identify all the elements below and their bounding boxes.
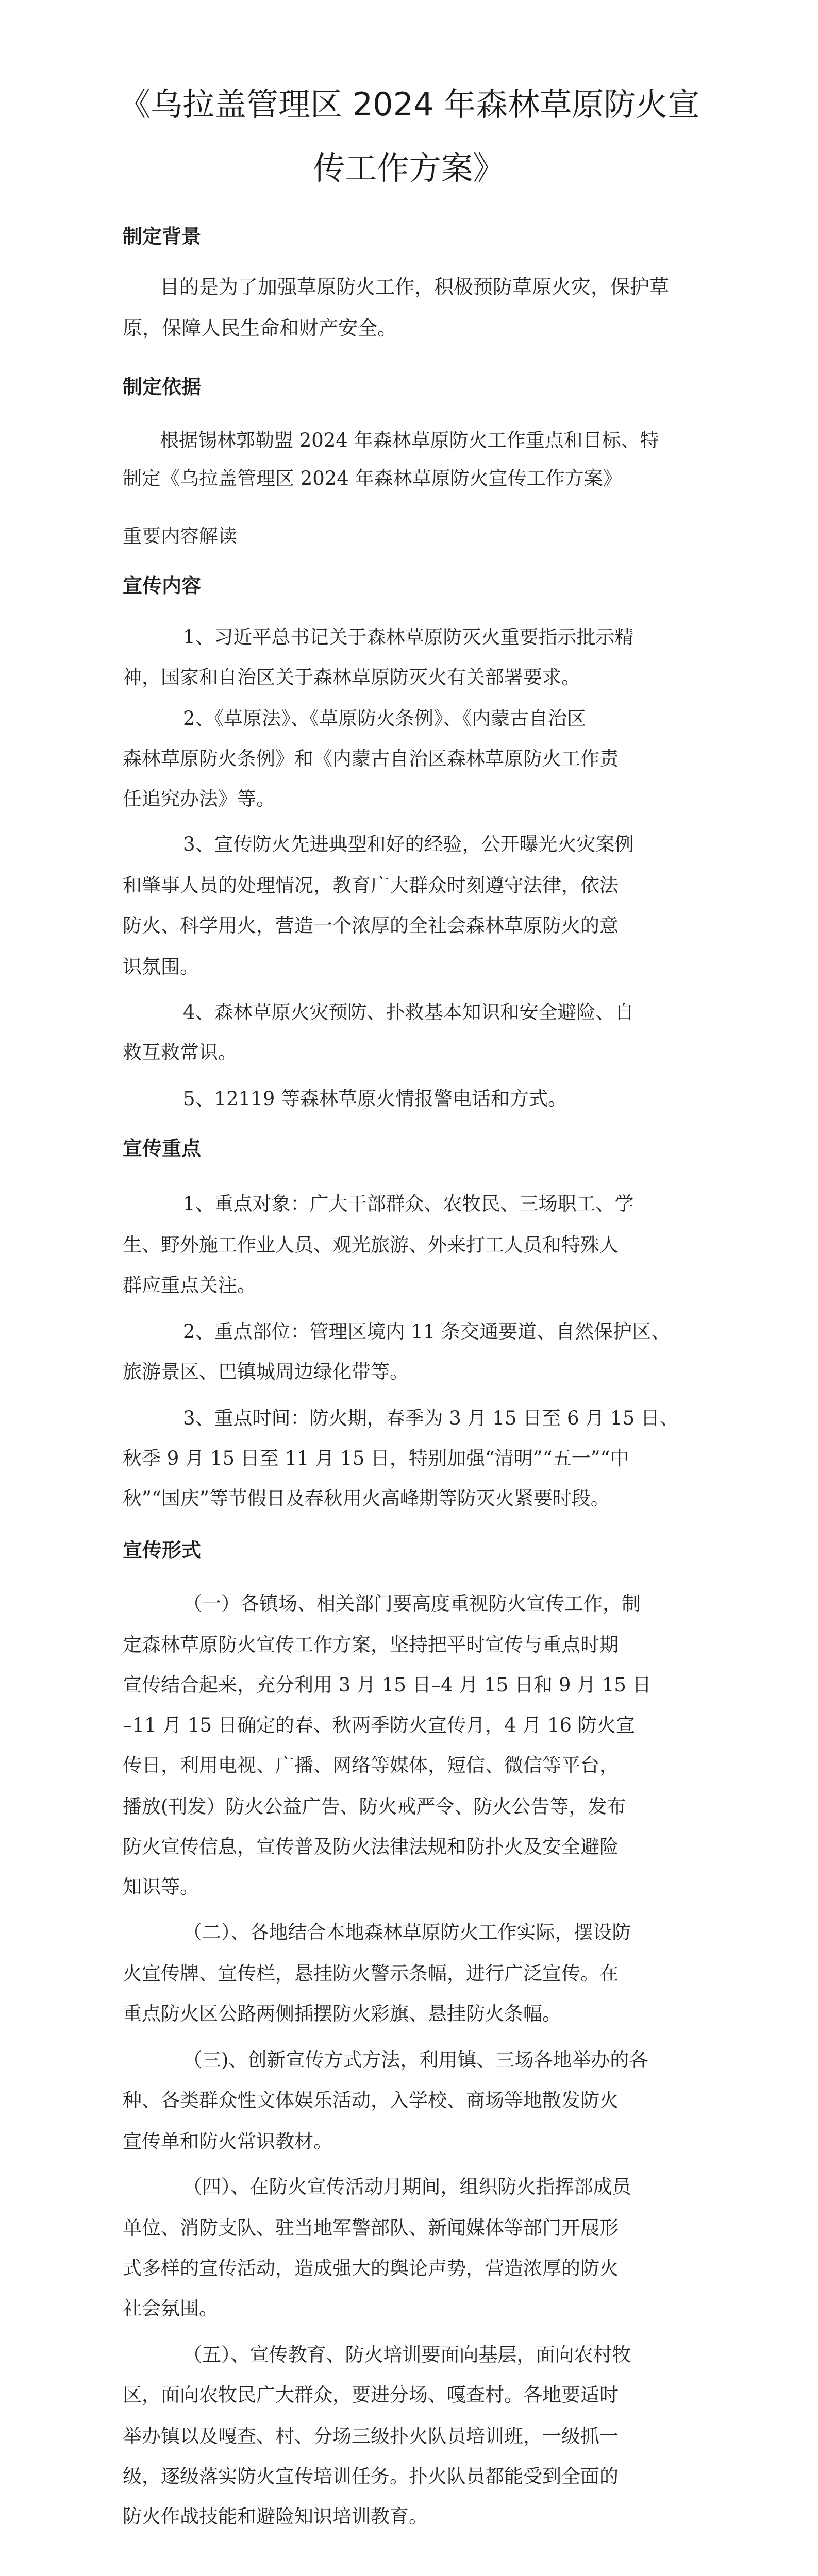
document-title-line-1: 《乌拉盖管理区 2024 年森林草原防火宣 (119, 86, 700, 123)
content-line-4: 森林草原防火条例》和《内蒙古自治区森林草原防火工作责 (123, 748, 619, 770)
forms-line-6: 播放(刊发）防火公益广告、防火戒严令、防火公告等，发布 (123, 1795, 626, 1818)
forms-line-11: 重点防火区公路两侧插摆防火彩旗、悬挂防火条幅。 (123, 2003, 561, 2025)
basis-line-1: 根据锡林郭勒盟 2024 年森林草原防火工作重点和目标、特 (160, 429, 659, 451)
forms-line-16: 单位、消防支队、驻当地军警部队、新闻媒体等部门开展形 (123, 2217, 619, 2239)
focus-line-4: 2、重点部位：管理区境内 11 条交通要道、自然保护区、 (183, 1320, 671, 1343)
section-heading-focus: 宣传重点 (123, 1137, 202, 1160)
focus-line-3: 群应重点关注。 (123, 1274, 256, 1296)
document-title-line-2: 传工作方案》 (313, 149, 505, 187)
content-line-8: 防火、科学用火，营造一个浓厚的全社会森林草原防火的意 (123, 914, 619, 937)
forms-line-17: 式多样的宣传活动，造成强大的舆论声势，营造浓厚的防火 (123, 2257, 619, 2279)
content-line-12: 5、12119 等森林草原火情报警电话和方式。 (183, 1088, 567, 1110)
forms-line-22: 级，逐级落实防火宣传培训任务。扑火队员都能受到全面的 (123, 2465, 619, 2487)
section-heading-content: 宣传内容 (123, 574, 202, 597)
forms-line-19: （五）、宣传教育、防火培训要面向基层，面向农村牧 (183, 2344, 631, 2366)
forms-line-12: （三)、创新宣传方式方法，利用镇、三场各地举办的各 (183, 2049, 648, 2071)
basis-line-2: 制定《乌拉盖管理区 2024 年森林草原防火宣传工作方案》 (123, 467, 622, 489)
content-line-11: 救互救常识。 (123, 1041, 237, 1063)
focus-line-1: 1、重点对象：广大干部群众、农牧民、三场职工、学 (183, 1193, 634, 1215)
content-line-6: 3、宣传防火先进典型和好的经验，公开曝光火灾案例 (183, 833, 634, 855)
content-line-10: 4、森林草原火灾预防、扑救基本知识和安全避险、自 (183, 1001, 634, 1023)
background-line-1: 目的是为了加强草原防火工作，积极预防草原火灾，保护草 (160, 276, 670, 298)
section-heading-background: 制定背景 (123, 225, 202, 248)
focus-line-5: 旅游景区、巴镇城周边绿化带等。 (123, 1361, 409, 1383)
forms-line-15: （四）、在防火宣传活动月期间，组织防火指挥部成员 (183, 2176, 631, 2198)
forms-line-9: （二）、各地结合本地森林草原防火工作实际，摆设防 (183, 1921, 631, 1943)
forms-line-3: 宣传结合起来，充分利用 3 月 15 日–4 月 15 日和 9 月 15 日 (123, 1674, 652, 1696)
forms-line-10: 火宣传牌、宣传栏，悬挂防火警示条幅，进行广泛宣传。在 (123, 1962, 619, 1985)
content-line-1: 1、习近平总书记关于森林草原防灭火重要指示批示精 (183, 626, 634, 648)
forms-line-5: 传日，利用电视、广播、网络等媒体，短信、微信等平台， (123, 1754, 619, 1776)
forms-line-14: 宣传单和防火常识教材。 (123, 2130, 332, 2153)
section-heading-basis: 制定依据 (123, 376, 202, 398)
section-heading-interpretation: 重要内容解读 (123, 525, 237, 547)
content-line-9: 识氛围。 (123, 956, 199, 978)
background-line-2: 原，保障人民生命和财产安全。 (123, 317, 397, 340)
focus-line-2: 生、野外施工作业人员、观光旅游、外来打工人员和特殊人 (123, 1234, 619, 1256)
section-heading-forms: 宣传形式 (123, 1539, 202, 1562)
focus-line-8: 秋”“国庆”等节假日及春秋用火高峰期等防灭火紧要时段。 (123, 1487, 610, 1510)
forms-line-2: 定森林草原防火宣传工作方案，坚持把平时宣传与重点时期 (123, 1634, 619, 1656)
forms-line-8: 知识等。 (123, 1876, 199, 1898)
content-line-3: 2、《草原法》、《草原防火条例》、《内蒙古自治区 (183, 707, 587, 730)
content-line-2: 神，国家和自治区关于森林草原防灭火有关部署要求。 (123, 666, 580, 688)
forms-line-13: 种、各类群众性文体娱乐活动，入学校、商场等地散发防火 (123, 2089, 619, 2111)
content-line-7: 和肇事人员的处理情况，教育广大群众时刻遵守法律，依法 (123, 874, 619, 896)
forms-line-20: 区，面向农牧民广大群众，要进分场、嘎查村。各地要适时 (123, 2384, 619, 2406)
forms-line-18: 社会氛围。 (123, 2297, 218, 2319)
forms-line-23: 防火作战技能和避险知识培训教育。 (123, 2505, 428, 2528)
forms-line-21: 举办镇以及嘎查、村、分场三级扑火队员培训班，一级抓一 (123, 2425, 619, 2447)
forms-line-7: 防火宣传信息，宣传普及防火法律法规和防扑火及安全避险 (123, 1836, 619, 1858)
focus-line-6: 3、重点时间：防火期，春季为 3 月 15 日至 6 月 15 日、 (183, 1407, 679, 1429)
forms-line-1: （一）各镇场、相关部门要高度重视防火宣传工作，制 (183, 1592, 641, 1615)
focus-line-7: 秋季 9 月 15 日至 11 月 15 日，特别加强“清明”“五一”“中 (123, 1447, 629, 1469)
content-line-5: 任追究办法》等。 (123, 788, 275, 810)
forms-line-4: –11 月 15 日确定的春、秋两季防火宣传月，4 月 16 防火宣 (123, 1714, 635, 1736)
